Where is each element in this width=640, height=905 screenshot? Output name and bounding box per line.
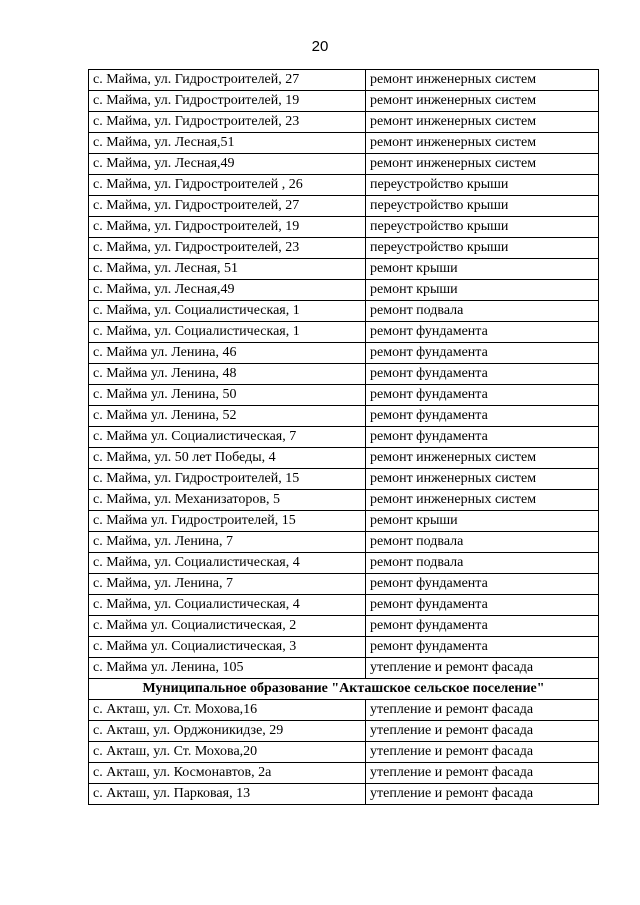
address-cell: с. Майма, ул. Гидростроителей , 26 <box>89 175 366 196</box>
work-type-cell: утепление и ремонт фасада <box>366 700 599 721</box>
table-row <box>89 154 599 175</box>
address-cell: с. Майма ул. Ленина, 52 <box>89 406 366 427</box>
address-cell: с. Майма, ул. Социалистическая, 4 <box>89 553 366 574</box>
table-row <box>89 133 599 154</box>
table-row <box>89 196 599 217</box>
work-type-cell: ремонт инженерных систем <box>366 91 599 112</box>
work-type-cell: ремонт фундамента <box>366 343 599 364</box>
address-cell: с. Майма, ул. Социалистическая, 1 <box>89 322 366 343</box>
table-row <box>89 637 599 658</box>
address-cell: с. Майма, ул. Гидростроителей, 23 <box>89 238 366 259</box>
work-type-cell: утепление и ремонт фасада <box>366 742 599 763</box>
address-cell: с. Акташ, ул. Космонавтов, 2а <box>89 763 366 784</box>
address-cell: с. Майма, ул. Ленина, 7 <box>89 532 366 553</box>
address-cell: с. Акташ, ул. Ст. Мохова,20 <box>89 742 366 763</box>
address-cell: с. Майма, ул. Социалистическая, 1 <box>89 301 366 322</box>
table-row <box>89 658 599 679</box>
table-row <box>89 280 599 301</box>
table-row <box>89 490 599 511</box>
work-type-cell: ремонт фундамента <box>366 385 599 406</box>
work-type-cell: ремонт фундамента <box>366 322 599 343</box>
work-type-cell: ремонт крыши <box>366 511 599 532</box>
work-type-cell: утепление и ремонт фасада <box>366 784 599 805</box>
work-type-cell: ремонт крыши <box>366 259 599 280</box>
work-type-cell: утепление и ремонт фасада <box>366 658 599 679</box>
table-row <box>89 721 599 742</box>
work-type-cell: ремонт фундамента <box>366 595 599 616</box>
work-type-cell: переустройство крыши <box>366 196 599 217</box>
address-cell: с. Майма, ул. Гидростроителей, 19 <box>89 217 366 238</box>
table-body <box>89 70 599 805</box>
address-cell: с. Майма, ул. 50 лет Победы, 4 <box>89 448 366 469</box>
address-cell: с. Майма ул. Социалистическая, 3 <box>89 637 366 658</box>
work-type-cell: ремонт фундамента <box>366 406 599 427</box>
address-cell: с. Акташ, ул. Парковая, 13 <box>89 784 366 805</box>
repair-list-table <box>88 69 599 805</box>
address-cell: с. Майма, ул. Лесная,49 <box>89 280 366 301</box>
address-cell: с. Акташ, ул. Ст. Мохова,16 <box>89 700 366 721</box>
table-row <box>89 217 599 238</box>
table-row <box>89 574 599 595</box>
table-row <box>89 70 599 91</box>
address-cell: с. Майма ул. Ленина, 50 <box>89 385 366 406</box>
table-row <box>89 385 599 406</box>
work-type-cell: переустройство крыши <box>366 175 599 196</box>
table-row <box>89 742 599 763</box>
table-row <box>89 448 599 469</box>
table-row <box>89 784 599 805</box>
address-cell: с. Майма, ул. Гидростроителей, 27 <box>89 196 366 217</box>
table-row <box>89 427 599 448</box>
work-type-cell: ремонт инженерных систем <box>366 133 599 154</box>
table-row <box>89 763 599 784</box>
work-type-cell: утепление и ремонт фасада <box>366 763 599 784</box>
table-row <box>89 259 599 280</box>
work-type-cell: ремонт фундамента <box>366 364 599 385</box>
work-type-cell: ремонт инженерных систем <box>366 469 599 490</box>
work-type-cell: ремонт инженерных систем <box>366 490 599 511</box>
work-type-cell: переустройство крыши <box>366 217 599 238</box>
address-cell: с. Акташ, ул. Орджоникидзе, 29 <box>89 721 366 742</box>
work-type-cell: ремонт фундамента <box>366 427 599 448</box>
work-type-cell: ремонт инженерных систем <box>366 112 599 133</box>
address-cell: с. Майма, ул. Лесная,51 <box>89 133 366 154</box>
table-row <box>89 91 599 112</box>
section-title: Муниципальное образование "Акташское сельское поселение" <box>89 679 599 700</box>
address-cell: с. Майма ул. Ленина, 46 <box>89 343 366 364</box>
address-cell: с. Майма ул. Ленина, 105 <box>89 658 366 679</box>
work-type-cell: ремонт подвала <box>366 553 599 574</box>
table-row <box>89 616 599 637</box>
table-row <box>89 112 599 133</box>
address-cell: с. Майма, ул. Лесная, 51 <box>89 259 366 280</box>
table-row <box>89 469 599 490</box>
address-cell: с. Майма ул. Ленина, 48 <box>89 364 366 385</box>
address-cell: с. Майма, ул. Гидростроителей, 23 <box>89 112 366 133</box>
address-cell: с. Майма, ул. Гидростроителей, 15 <box>89 469 366 490</box>
table-row <box>89 511 599 532</box>
work-type-cell: ремонт фундамента <box>366 574 599 595</box>
page-number: 20 <box>311 38 329 55</box>
address-cell: с. Майма, ул. Ленина, 7 <box>89 574 366 595</box>
address-cell: с. Майма ул. Социалистическая, 7 <box>89 427 366 448</box>
table-row <box>89 532 599 553</box>
address-cell: с. Майма, ул. Механизаторов, 5 <box>89 490 366 511</box>
work-type-cell: ремонт инженерных систем <box>366 448 599 469</box>
address-cell: с. Майма, ул. Лесная,49 <box>89 154 366 175</box>
table-row <box>89 301 599 322</box>
table-row <box>89 322 599 343</box>
table-row <box>89 364 599 385</box>
address-cell: с. Майма, ул. Гидростроителей, 27 <box>89 70 366 91</box>
address-cell: с. Майма, ул. Социалистическая, 4 <box>89 595 366 616</box>
work-type-cell: ремонт инженерных систем <box>366 70 599 91</box>
work-type-cell: утепление и ремонт фасада <box>366 721 599 742</box>
table-row <box>89 238 599 259</box>
address-cell: с. Майма, ул. Гидростроителей, 19 <box>89 91 366 112</box>
work-type-cell: ремонт крыши <box>366 280 599 301</box>
work-type-cell: ремонт инженерных систем <box>366 154 599 175</box>
table-row <box>89 175 599 196</box>
address-cell: с. Майма ул. Социалистическая, 2 <box>89 616 366 637</box>
table-row <box>89 595 599 616</box>
work-type-cell: ремонт фундамента <box>366 616 599 637</box>
work-type-cell: ремонт подвала <box>366 301 599 322</box>
table-row <box>89 553 599 574</box>
address-cell: с. Майма ул. Гидростроителей, 15 <box>89 511 366 532</box>
table-row <box>89 343 599 364</box>
table-row <box>89 700 599 721</box>
work-type-cell: переустройство крыши <box>366 238 599 259</box>
section-header-row <box>89 679 599 700</box>
work-type-cell: ремонт фундамента <box>366 637 599 658</box>
work-type-cell: ремонт подвала <box>366 532 599 553</box>
table-row <box>89 406 599 427</box>
